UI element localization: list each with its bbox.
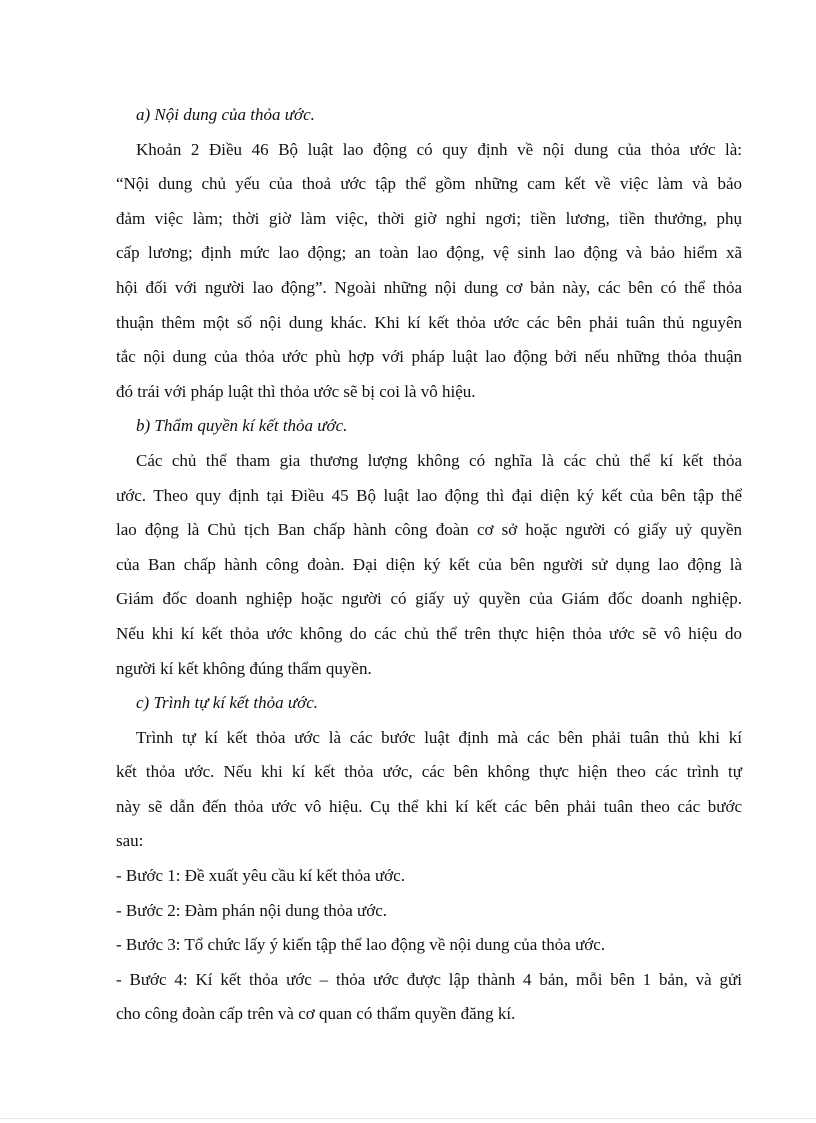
step-line: cho công đoàn cấp trên và cơ quan có thẩm quyền đăng kí.	[116, 1004, 516, 1024]
section-a-heading: a) Nội dung của thỏa ước.	[136, 105, 315, 124]
paragraph-line: người kí kết không đúng thẩm quyền.	[116, 658, 372, 678]
paragraph-line: của Ban chấp hành công đoàn. Đại diện ký kết của bên người sử dụng lao động là	[116, 554, 742, 574]
step-item: - Bước 2: Đàm phán nội dung thỏa ước.	[116, 900, 388, 920]
paragraph-line: Khoản 2 Điều 46 Bộ luật lao động có quy định về nội dung của thỏa ước là:	[136, 139, 742, 159]
section-b-paragraph	[116, 444, 742, 686]
section-a-paragraph	[116, 133, 742, 410]
paragraph-line: sau:	[116, 831, 144, 851]
paragraph-line: “Nội dung chủ yếu của thoả ước tập thể gồm những cam kết về việc làm và bảo	[116, 174, 742, 194]
page-bottom-divider	[0, 1118, 816, 1119]
paragraph-line: đó trái với pháp luật thì thỏa ước sẽ bị coi là vô hiệu.	[116, 381, 476, 401]
step-item: - Bước 1: Đề xuất yêu cầu kí kết thỏa ước.	[116, 866, 405, 886]
section-c-paragraph	[116, 721, 742, 859]
paragraph-line: đảm việc làm; thời giờ làm việc, thời giờ nghỉ ngơi; tiền lương, tiền thưởng, phụ	[116, 208, 742, 228]
step-item: - Bước 3: Tổ chức lấy ý kiến tập thể lao động về nội dung của thỏa ước.	[116, 935, 606, 955]
step-item-multiline	[116, 963, 742, 1032]
paragraph-line: cấp lương; định mức lao động; an toàn lao động, vệ sinh lao động và bảo hiểm xã	[116, 243, 742, 263]
paragraph-line: thuận thêm một số nội dung khác. Khi kí kết thỏa ước các bên phải tuân thủ nguyên	[116, 312, 742, 332]
step-line: - Bước 4: Kí kết thỏa ước – thỏa ước được lập thành 4 bản, mỗi bên 1 bản, và gửi	[116, 969, 742, 989]
paragraph-line: lao động là Chủ tịch Ban chấp hành công đoàn cơ sở hoặc người có giấy uỷ quyền	[116, 520, 742, 540]
paragraph-line: ước. Theo quy định tại Điều 45 Bộ luật lao động thì đại diện ký kết của bên tập thể	[116, 485, 742, 505]
paragraph-line: Các chủ thể tham gia thương lượng không có nghĩa là các chủ thể kí kết thỏa	[136, 450, 742, 470]
paragraph-line: hội đối với người lao động”. Ngoài những nội dung cơ bản này, các bên có thể thỏa	[116, 277, 742, 297]
paragraph-line: Giám đốc doanh nghiệp hoặc người có giấy uỷ quyền của Giám đốc doanh nghiệp.	[116, 589, 742, 609]
paragraph-line: Nếu khi kí kết thỏa ước không do các chủ thể trên thực hiện thỏa ước sẽ vô hiệu do	[116, 623, 742, 643]
section-b-heading: b) Thẩm quyền kí kết thỏa ước.	[136, 416, 348, 436]
paragraph-line: này sẽ dẫn đến thỏa ước vô hiệu. Cụ thể khi kí kết các bên phải tuân theo các bước	[116, 796, 742, 816]
document-page	[116, 98, 742, 1032]
paragraph-line: tắc nội dung của thỏa ước phù hợp với pháp luật lao động bởi nếu những thỏa thuận	[116, 347, 742, 367]
steps-list	[116, 859, 742, 1032]
paragraph-line: Trình tự kí kết thỏa ước là các bước luật định mà các bên phải tuân thủ khi kí	[136, 727, 742, 747]
paragraph-line: kết thỏa ước. Nếu khi kí kết thỏa ước, các bên không thực hiện theo các trình tự	[116, 762, 742, 782]
section-c-heading: c) Trình tự kí kết thỏa ước.	[136, 693, 319, 713]
